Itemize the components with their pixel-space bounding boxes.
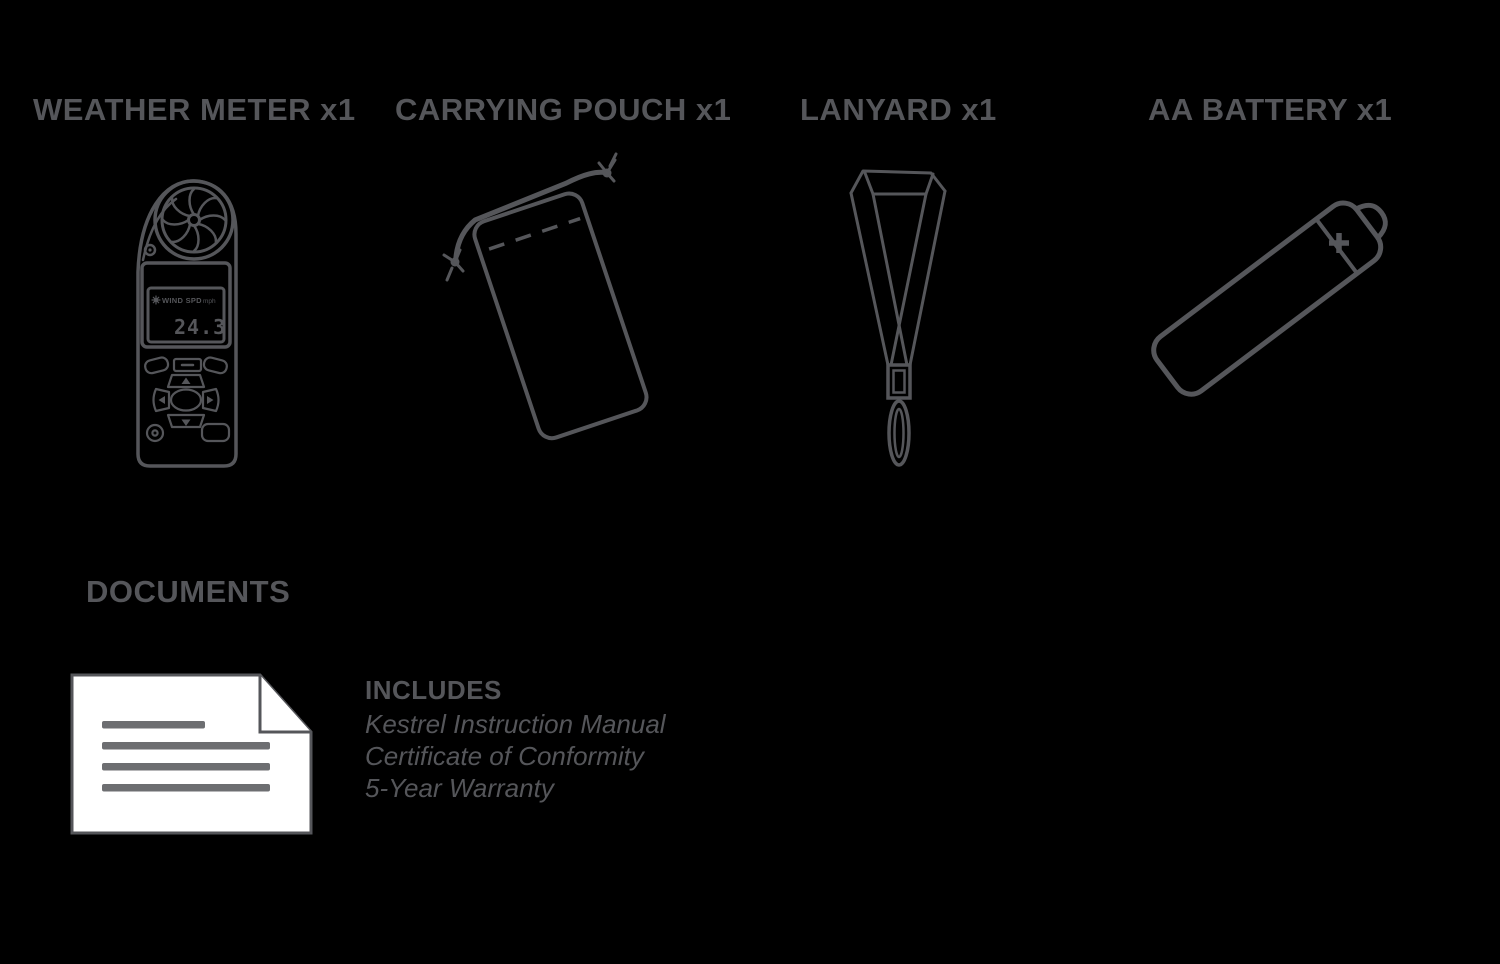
display-unit: mph [203,298,216,305]
pouch-body [442,168,681,450]
carrying-pouch-icon [430,146,690,476]
item-label-aa-battery: AA BATTERY x1 [1148,92,1393,127]
item-label-lanyard: LANYARD x1 [800,92,997,127]
down-arrow-icon [182,420,191,427]
display-value: 24.3 [174,315,227,339]
lanyard-slider [888,365,910,398]
up-arrow-icon [182,378,191,385]
display-label: WIND SPD [162,296,202,305]
lanyard-strap [851,171,945,365]
item-label-carrying-pouch: CARRYING POUCH x1 [395,92,732,127]
documents-title: DOCUMENTS [86,574,291,609]
drawstring [442,168,618,262]
includes-block [365,674,666,804]
includes-heading: INCLUDES [365,675,502,705]
item-label-weather-meter: WEATHER METER x1 [33,92,356,127]
battery-body [1147,185,1402,401]
display-screen [142,263,230,347]
lanyard-loop [889,401,909,465]
include-item: Certificate of Conformity [365,741,644,771]
left-arrow-icon [159,396,166,404]
stitch-line [489,219,580,249]
include-item: 5-Year Warranty [365,773,554,803]
plus-terminal [1329,233,1349,253]
drawstring-tassel-right [599,154,616,181]
document-icon [70,672,314,836]
weather-meter-icon [130,176,242,468]
aa-battery-icon [1118,168,1418,428]
include-item: Kestrel Instruction Manual [365,709,666,739]
wind-icon [152,296,160,304]
right-arrow-icon [207,396,214,404]
impeller [155,181,233,259]
lanyard-icon [843,163,958,468]
drawstring-tassel-left [444,250,463,280]
power-button [152,430,157,435]
keypad [144,356,229,441]
